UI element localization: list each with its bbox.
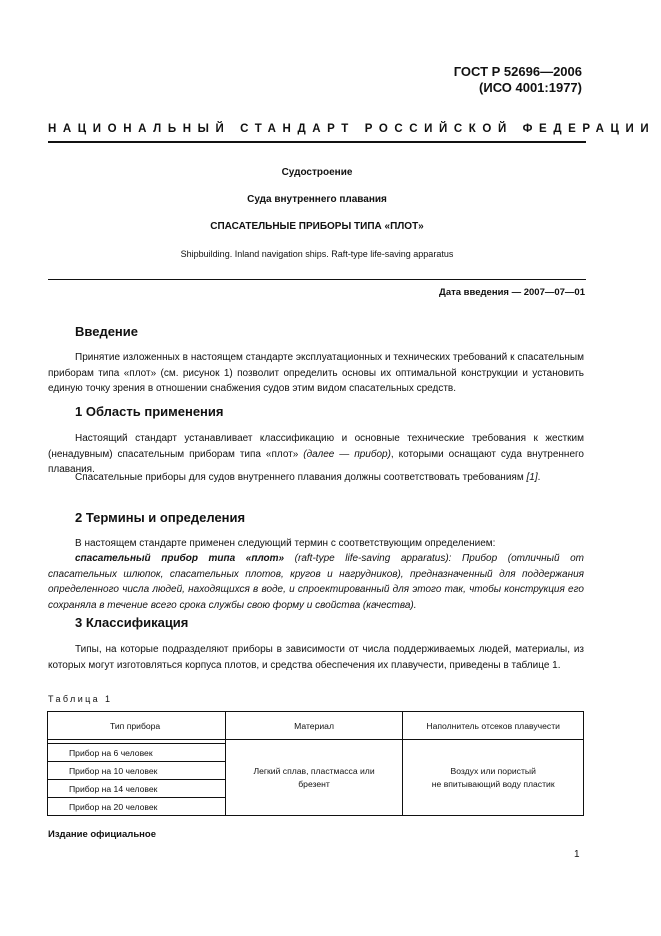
table-cell-type: Прибор на 20 человек xyxy=(48,798,226,816)
title-english: Shipbuilding. Inland navigation ships. Raft-type life-saving apparatus xyxy=(180,249,454,259)
table-cell-filler: Воздух или пористый не впитывающий воду пластик xyxy=(403,740,584,816)
table-caption: Таблица 1 xyxy=(48,694,113,704)
table-header-type: Тип прибора xyxy=(48,712,226,740)
heading-scope: 1 Область применения xyxy=(75,404,224,419)
table-header-material: Материал xyxy=(225,712,403,740)
terms-intro: В настоящем стандарте применен следующий термин с соответствующим определением: xyxy=(75,538,496,549)
classification-table xyxy=(47,711,584,816)
edition-note: Издание официальное xyxy=(48,829,156,840)
intro-date-rule xyxy=(48,279,586,280)
term-name: спасательный прибор типа «плот» xyxy=(75,553,285,564)
table-header-filler: Наполнитель отсеков плавучести xyxy=(403,712,584,740)
heading-classification: 3 Классификация xyxy=(75,615,189,630)
title-main: СПАСАТЕЛЬНЫЕ ПРИБОРЫ ТИПА «ПЛОТ» xyxy=(210,221,424,232)
banner-rule xyxy=(48,141,586,143)
scope-paragraph-1: Настоящий стандарт устанавливает классификацию и основные технические требования к жестким (ненадувным) спасательным приборам типа «плот» (далее — прибор), которыми оснащают суда внутреннего плавания. xyxy=(48,433,584,475)
scope-paragraph-2: Спасательные приборы для судов внутреннего плавания должны соответствовать требованиям [1]. xyxy=(75,472,541,483)
intro-date: Дата введения — 2007—07—01 xyxy=(439,287,585,298)
heading-introduction: Введение xyxy=(75,324,138,339)
table-cell-type: Прибор на 6 человек xyxy=(48,744,226,762)
classification-paragraph: Типы, на которые подразделяют приборы в зависимости от числа поддерживаемых людей, материалы, из которых могут изготовляться корпуса плотов, и средства обеспечения их плавучести, приведены в таблице 1. xyxy=(48,644,584,671)
document-code-gost: ГОСТ Р 52696—2006 xyxy=(453,64,582,79)
title-industry: Судостроение xyxy=(281,167,353,178)
heading-terms: 2 Термины и определения xyxy=(75,510,246,525)
document-code xyxy=(454,64,582,96)
table-cell-material: Легкий сплав, пластмасса или брезент xyxy=(225,740,403,816)
table-cell-type: Прибор на 14 человек xyxy=(48,780,226,798)
national-standard-banner: НАЦИОНАЛЬНЫЙ СТАНДАРТ РОССИЙСКОЙ ФЕДЕРАЦИИ xyxy=(48,123,656,135)
document-code-iso: (ИСО 4001:1977) xyxy=(479,80,582,95)
term-definition: спасательный прибор типа «плот» (raft-type life-saving apparatus): Прибор (отличный от спасательных шлюпок, спасательных плотов, кругов и нагрудников), предназначенный для поддержания определенного числа людей, находящихся в воде, и спроектированный для этого так, чтобы конструкция его сохраняла в течение всего срока службы свою форму и свойства (качества). xyxy=(48,553,585,611)
table-cell-type: Прибор на 10 человек xyxy=(48,762,226,780)
intro-paragraph: Принятие изложенных в настоящем стандарте эксплуатационных и технических требований к спасательным приборам типа «плот» (см. рисунок 1) позволит определить основы их оптимальной конструкции и установить единую точку зрения в отношении снабжения судов этим видом спасательных средств. xyxy=(48,352,584,394)
page-number: 1 xyxy=(574,849,580,860)
title-subject: Суда внутреннего плавания xyxy=(247,194,387,205)
table-header-row xyxy=(48,712,584,740)
